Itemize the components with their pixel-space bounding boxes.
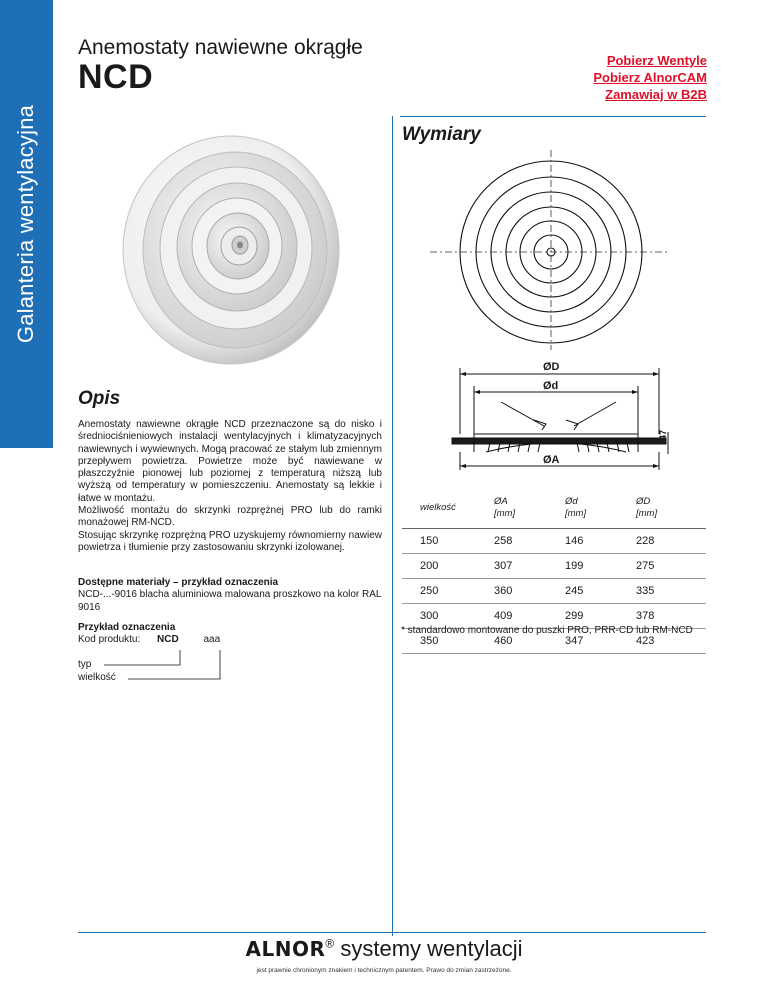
- description-title: Opis: [78, 388, 121, 409]
- dim-label-d: Ød: [543, 380, 559, 392]
- dim-label-A: ØA: [543, 454, 560, 466]
- example-size-label: wielkość: [78, 672, 116, 683]
- sidebar-label: Galanteria wentylacyjna: [13, 104, 38, 344]
- legal-note: jest prawnie chronionym znakiem i technicznym patentem. Prawo do zmian zastrzeżone.: [256, 967, 512, 974]
- side-view-drawing: [446, 362, 676, 472]
- example-heading: Przykład oznaczenia: [78, 622, 176, 633]
- top-view-drawing: [430, 150, 670, 350]
- footer-logo: [0, 936, 768, 962]
- col-header-d: Ød [mm]: [564, 488, 635, 529]
- footer-divider: [78, 932, 706, 933]
- example-label: Kod produktu:: [78, 634, 141, 646]
- brand-name: ALNOR: [245, 937, 326, 961]
- example-suffix: aaa: [203, 634, 221, 646]
- example-code-row: [78, 634, 382, 646]
- page-title: NCD: [78, 58, 154, 96]
- table-row: 300 409 299 378: [402, 604, 706, 629]
- description-paragraph: Anemostaty nawiewne okrągłe NCD przeznaczone są do nisko i średniociśnieniowych instalacji wentylacyjnych i klimatyzacyjnych nawiewnych i wywiewnych. Mogą pracować ze stałym lub zmiennym przepływem powietrza. Powietrze może być nawiewane w płaszczyźnie pionowej lub poziomej z temperaturą niższą lub wyższą od temperatury w pomieszczeniu. Anemostaty są lekkie i łatwe w montażu.: [78, 419, 382, 504]
- table-row: 250 360 245 335: [402, 579, 706, 604]
- product-image: [115, 128, 345, 373]
- table-header-row: [402, 488, 706, 529]
- page-subtitle: Anemostaty nawiewne okrągłe: [78, 36, 363, 59]
- col-header-D: ØD [mm]: [635, 488, 706, 529]
- example-code: NCD: [157, 634, 179, 646]
- materials-section: [78, 577, 382, 614]
- sidebar-band: [0, 0, 53, 448]
- column-divider: [392, 116, 393, 936]
- description-paragraph: Stosując skrzynkę rozprężną PRO uzyskujemy równomierny nawiew powietrza i tłumienie przy zastosowaniu skrzynki izolowanej.: [78, 529, 382, 553]
- dim-label-h: 47: [658, 429, 669, 441]
- header-divider: [400, 116, 706, 117]
- materials-heading: Dostępne materiały – przykład oznaczenia: [78, 577, 279, 588]
- example-section: [78, 622, 382, 647]
- col-header-A: ØA [mm]: [493, 488, 564, 529]
- description-paragraph: Możliwość montażu do skrzynki rozprężnej PRO lub do ramki monażowej RM-NCD.: [78, 505, 382, 529]
- example-typ-label: typ: [78, 659, 92, 670]
- header-links: [593, 52, 707, 103]
- table-note: * standardowo montowane do puszki PRO, PRR-CD lub RM-NCD: [401, 625, 693, 636]
- link-alnorcam[interactable]: Pobierz AlnorCAM: [593, 70, 707, 85]
- table-row: 150 258 146 228: [402, 529, 706, 554]
- materials-text: NCD-...-9016 blacha aluminiowa malowana proszkowo na kolor RAL 9016: [78, 589, 382, 613]
- link-wentyle[interactable]: Pobierz Wentyle: [606, 53, 707, 68]
- dimensions-title: Wymiary: [402, 124, 481, 145]
- table-row: 350 460 347 423: [402, 629, 706, 654]
- table-row: 200 307 199 275: [402, 554, 706, 579]
- dim-label-D: ØD: [543, 361, 560, 373]
- description-text: [78, 419, 382, 554]
- brand-tagline: systemy wentylacji: [340, 936, 523, 961]
- registered-mark: ®: [325, 936, 335, 951]
- col-header-size: wielkość: [402, 488, 493, 529]
- link-b2b[interactable]: Zamawiaj w B2B: [605, 87, 707, 102]
